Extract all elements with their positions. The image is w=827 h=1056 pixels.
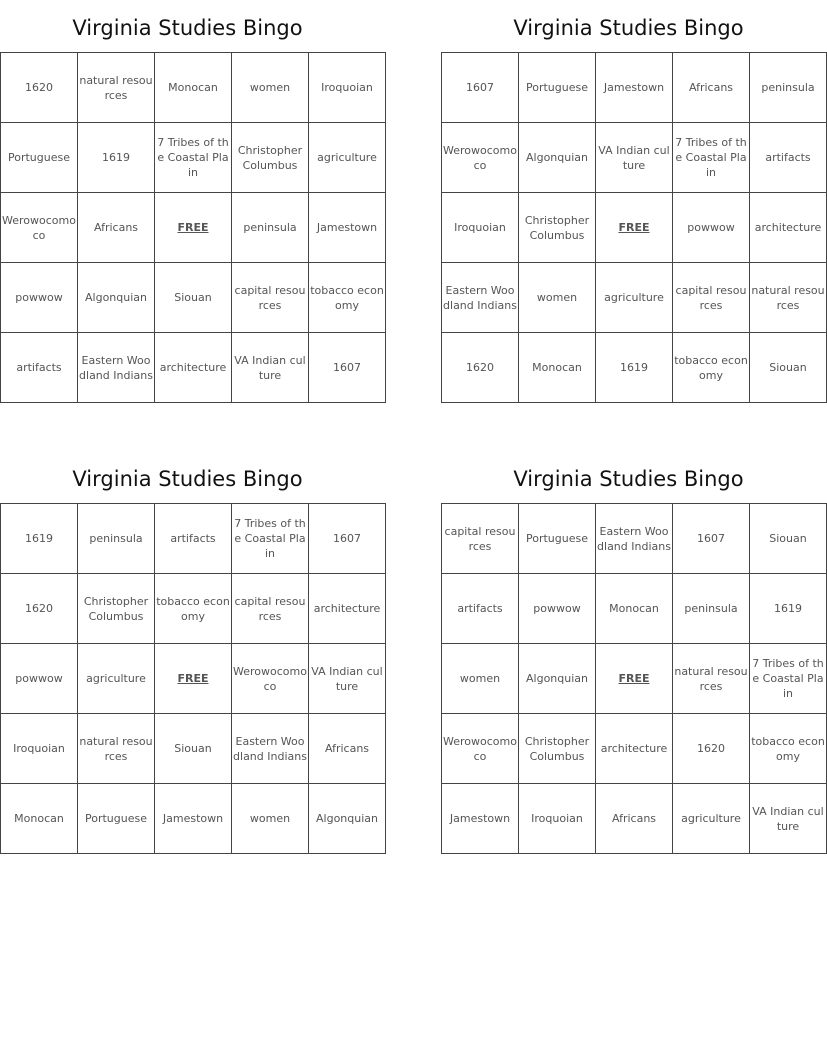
bingo-cell: Africans	[596, 784, 673, 854]
card-title: Virginia Studies Bingo	[513, 467, 744, 491]
bingo-row	[442, 333, 827, 403]
bingo-cell: 1607	[442, 53, 519, 123]
bingo-grid	[0, 52, 386, 403]
card-title: Virginia Studies Bingo	[72, 16, 303, 40]
bingo-cell: peninsula	[78, 504, 155, 574]
bingo-row	[1, 193, 386, 263]
bingo-cell: capital resources	[442, 504, 519, 574]
bingo-cell: Iroquoian	[519, 784, 596, 854]
bingo-cell: Siouan	[155, 263, 232, 333]
bingo-cell: agriculture	[78, 644, 155, 714]
bingo-cell: Iroquoian	[442, 193, 519, 263]
bingo-cell: 1607	[673, 504, 750, 574]
bingo-row	[1, 574, 386, 644]
bingo-cell: 1607	[309, 333, 386, 403]
bingo-cell: architecture	[596, 714, 673, 784]
bingo-cell: natural resources	[78, 714, 155, 784]
bingo-cell: Eastern Woodland Indians	[232, 714, 309, 784]
bingo-cell: Eastern Woodland Indians	[596, 504, 673, 574]
bingo-row	[442, 123, 827, 193]
bingo-cell: Iroquoian	[309, 53, 386, 123]
bingo-cell: Africans	[78, 193, 155, 263]
bingo-cell: Portuguese	[519, 504, 596, 574]
bingo-card-1	[0, 0, 384, 403]
bingo-card-3	[0, 451, 383, 854]
bingo-cell: Monocan	[1, 784, 78, 854]
bingo-cell: capital resources	[232, 574, 309, 644]
bingo-cell: peninsula	[673, 574, 750, 644]
bingo-cell: natural resources	[673, 644, 750, 714]
bingo-row	[442, 53, 827, 123]
bingo-cell: natural resources	[750, 263, 827, 333]
bingo-cell: VA Indian culture	[596, 123, 673, 193]
bingo-row	[1, 263, 386, 333]
bingo-cell: natural resources	[78, 53, 155, 123]
bingo-cell: Monocan	[155, 53, 232, 123]
bingo-cell: Eastern Woodland Indians	[78, 333, 155, 403]
bingo-row	[1, 784, 386, 854]
bingo-cell: peninsula	[750, 53, 827, 123]
free-space: FREE	[155, 644, 232, 714]
bingo-cell: VA Indian culture	[750, 784, 827, 854]
bingo-cell: tobacco economy	[155, 574, 232, 644]
bingo-cell: powwow	[1, 644, 78, 714]
bingo-cell: artifacts	[155, 504, 232, 574]
bingo-cell: architecture	[309, 574, 386, 644]
bingo-cell: tobacco economy	[309, 263, 386, 333]
bingo-cell: 7 Tribes of the Coastal Plain	[673, 123, 750, 193]
bingo-cell: 1607	[309, 504, 386, 574]
bingo-row	[1, 333, 386, 403]
bingo-cell: women	[232, 784, 309, 854]
bingo-cell: Jamestown	[596, 53, 673, 123]
bingo-cell: Africans	[309, 714, 386, 784]
bingo-cell: architecture	[155, 333, 232, 403]
bingo-cell: Monocan	[519, 333, 596, 403]
bingo-cell: powwow	[1, 263, 78, 333]
bingo-grid	[0, 503, 386, 854]
bingo-cell: agriculture	[596, 263, 673, 333]
bingo-cell: 1620	[1, 53, 78, 123]
bingo-cell: powwow	[673, 193, 750, 263]
bingo-row	[442, 574, 827, 644]
bingo-cell: tobacco economy	[750, 714, 827, 784]
bingo-cell: agriculture	[673, 784, 750, 854]
bingo-card-2	[441, 0, 825, 403]
bingo-cell: Christopher Columbus	[232, 123, 309, 193]
bingo-card-4	[441, 451, 825, 854]
bingo-cell: Eastern Woodland Indians	[442, 263, 519, 333]
bingo-row	[442, 263, 827, 333]
card-title: Virginia Studies Bingo	[72, 467, 303, 491]
bingo-row	[442, 644, 827, 714]
bingo-cell: architecture	[750, 193, 827, 263]
free-space: FREE	[155, 193, 232, 263]
bingo-grid	[441, 503, 827, 854]
free-space: FREE	[596, 644, 673, 714]
bingo-cell: Iroquoian	[1, 714, 78, 784]
bingo-row	[1, 714, 386, 784]
bingo-cell: 1619	[596, 333, 673, 403]
bingo-cell: Portuguese	[519, 53, 596, 123]
bingo-cell: capital resources	[673, 263, 750, 333]
bingo-cell: Werowocomoco	[442, 714, 519, 784]
bingo-cell: Monocan	[596, 574, 673, 644]
bingo-cell: 7 Tribes of the Coastal Plain	[155, 123, 232, 193]
bingo-cell: agriculture	[309, 123, 386, 193]
bingo-cell: Werowocomoco	[1, 193, 78, 263]
bingo-cell: Algonquian	[78, 263, 155, 333]
bingo-row	[442, 504, 827, 574]
bingo-grid	[441, 52, 827, 403]
bingo-row	[1, 504, 386, 574]
bingo-cell: 7 Tribes of the Coastal Plain	[232, 504, 309, 574]
bingo-cell: Algonquian	[519, 644, 596, 714]
bingo-cell: women	[232, 53, 309, 123]
bingo-cell: women	[519, 263, 596, 333]
bingo-row	[442, 193, 827, 263]
bingo-cell: artifacts	[1, 333, 78, 403]
card-title: Virginia Studies Bingo	[513, 16, 744, 40]
bingo-cell: Siouan	[155, 714, 232, 784]
bingo-cell: 1620	[673, 714, 750, 784]
bingo-cell: 1619	[1, 504, 78, 574]
bingo-cell: 1620	[1, 574, 78, 644]
bingo-cell: Jamestown	[309, 193, 386, 263]
bingo-cell: Algonquian	[519, 123, 596, 193]
bingo-cell: women	[442, 644, 519, 714]
bingo-cell: powwow	[519, 574, 596, 644]
bingo-cell: Siouan	[750, 333, 827, 403]
bingo-cell: 7 Tribes of the Coastal Plain	[750, 644, 827, 714]
bingo-cell: Werowocomoco	[232, 644, 309, 714]
bingo-cell: Siouan	[750, 504, 827, 574]
bingo-cell: capital resources	[232, 263, 309, 333]
bingo-cell: Werowocomoco	[442, 123, 519, 193]
bingo-cell: Christopher Columbus	[78, 574, 155, 644]
bingo-cell: Christopher Columbus	[519, 193, 596, 263]
bingo-cell: peninsula	[232, 193, 309, 263]
bingo-cell: Jamestown	[155, 784, 232, 854]
bingo-cell: artifacts	[442, 574, 519, 644]
bingo-row	[1, 644, 386, 714]
bingo-row	[1, 123, 386, 193]
bingo-cell: VA Indian culture	[232, 333, 309, 403]
bingo-cell: Christopher Columbus	[519, 714, 596, 784]
bingo-cell: Portuguese	[78, 784, 155, 854]
free-space: FREE	[596, 193, 673, 263]
bingo-row	[1, 53, 386, 123]
bingo-cell: 1620	[442, 333, 519, 403]
bingo-cell: Africans	[673, 53, 750, 123]
bingo-cell: artifacts	[750, 123, 827, 193]
bingo-cell: 1619	[750, 574, 827, 644]
bingo-cell: VA Indian culture	[309, 644, 386, 714]
bingo-cell: 1619	[78, 123, 155, 193]
bingo-cell: Jamestown	[442, 784, 519, 854]
bingo-cell: tobacco economy	[673, 333, 750, 403]
bingo-cell: Algonquian	[309, 784, 386, 854]
bingo-cell: Portuguese	[1, 123, 78, 193]
bingo-row	[442, 714, 827, 784]
bingo-row	[442, 784, 827, 854]
